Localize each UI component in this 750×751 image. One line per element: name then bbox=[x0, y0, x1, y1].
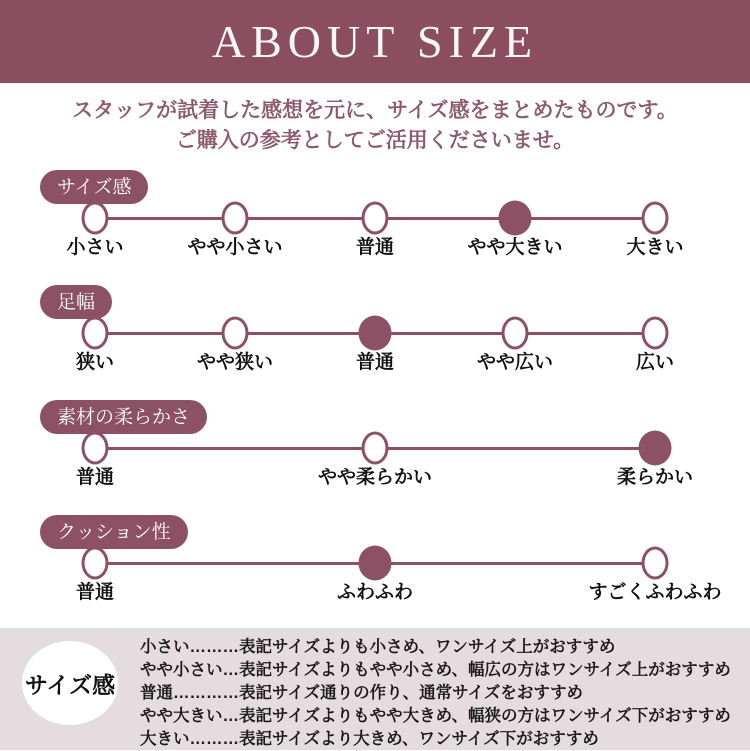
page-title: ABOUT SIZE bbox=[211, 16, 539, 67]
scale-label-pill: クッション性 bbox=[40, 515, 188, 549]
rating-option-label: やや広い bbox=[476, 352, 554, 373]
scale-block-2 bbox=[0, 283, 750, 398]
legend-line: 小さい………表記サイズよりも小さめ、ワンサイズ上がおすすめ bbox=[140, 638, 616, 656]
intro-text bbox=[0, 83, 750, 168]
rating-dot bbox=[362, 432, 389, 465]
rating-option-label: 普通 bbox=[355, 352, 395, 373]
legend-circle bbox=[22, 641, 118, 725]
rating-option-label: ふわふわ bbox=[336, 582, 414, 603]
legend-line: 大きい………表記サイズより大きめ、ワンサイズ下がおすすめ bbox=[140, 730, 599, 748]
rating-dot-selected bbox=[499, 201, 532, 236]
legend-line: 普通…………表記サイズ通りの作り、通常サイズをおすすめ bbox=[140, 684, 584, 702]
rating-dot bbox=[642, 547, 669, 580]
scale-block-3 bbox=[0, 398, 750, 513]
scale-block-4 bbox=[0, 513, 750, 628]
rating-option-label: すごくふわふわ bbox=[588, 582, 722, 603]
rating-scales bbox=[0, 168, 750, 628]
rating-option-label: やや小さい bbox=[187, 237, 283, 258]
rating-option-label: 広い bbox=[635, 352, 675, 373]
scale-block-1 bbox=[0, 168, 750, 283]
scale-label-pill: サイズ感 bbox=[40, 170, 148, 204]
rating-dot bbox=[222, 317, 249, 350]
legend-line: やや小さい…表記サイズよりもやや小さめ、幅広の方はワンサイズ上がおすすめ bbox=[140, 661, 731, 679]
rating-dot bbox=[642, 317, 669, 350]
rating-option-label: やや柔らかい bbox=[317, 467, 433, 488]
rating-dot bbox=[222, 202, 249, 235]
rating-option-label: 柔らかい bbox=[616, 467, 694, 488]
rating-dot-selected bbox=[359, 316, 392, 351]
legend-line: やや大きい…表記サイズよりもやや大きめ、幅狭の方はワンサイズ下がおすすめ bbox=[140, 707, 731, 725]
rating-dot bbox=[362, 202, 389, 235]
legend-section bbox=[0, 628, 750, 750]
intro-line-1: スタッフが試着した感想を元に、サイズ感をまとめたものです。 bbox=[72, 99, 678, 122]
rating-dot-selected bbox=[359, 546, 392, 581]
legend-circle-label: サイズ感 bbox=[24, 671, 116, 698]
rating-option-label: やや大きい bbox=[467, 237, 563, 258]
rating-option-label: 普通 bbox=[355, 237, 395, 258]
rating-dot bbox=[82, 202, 109, 235]
legend-lines bbox=[140, 636, 748, 751]
header-bar bbox=[0, 0, 750, 83]
rating-option-label: 狭い bbox=[75, 352, 115, 373]
rating-dot bbox=[82, 432, 109, 465]
intro-line-2: ご購入の参考としてご活用くださいませ。 bbox=[175, 129, 575, 152]
scale-label-pill: 素材の柔らかさ bbox=[40, 400, 207, 434]
rating-dot bbox=[82, 317, 109, 350]
rating-option-label: 普通 bbox=[75, 582, 115, 603]
rating-option-label: やや狭い bbox=[196, 352, 274, 373]
rating-option-label: 小さい bbox=[66, 237, 124, 258]
rating-option-label: 大きい bbox=[626, 237, 684, 258]
rating-dot bbox=[642, 202, 669, 235]
rating-dot-selected bbox=[639, 431, 672, 466]
rating-dot bbox=[82, 547, 109, 580]
rating-dot bbox=[502, 317, 529, 350]
scale-label-pill: 足幅 bbox=[40, 285, 112, 319]
rating-option-label: 普通 bbox=[75, 467, 115, 488]
